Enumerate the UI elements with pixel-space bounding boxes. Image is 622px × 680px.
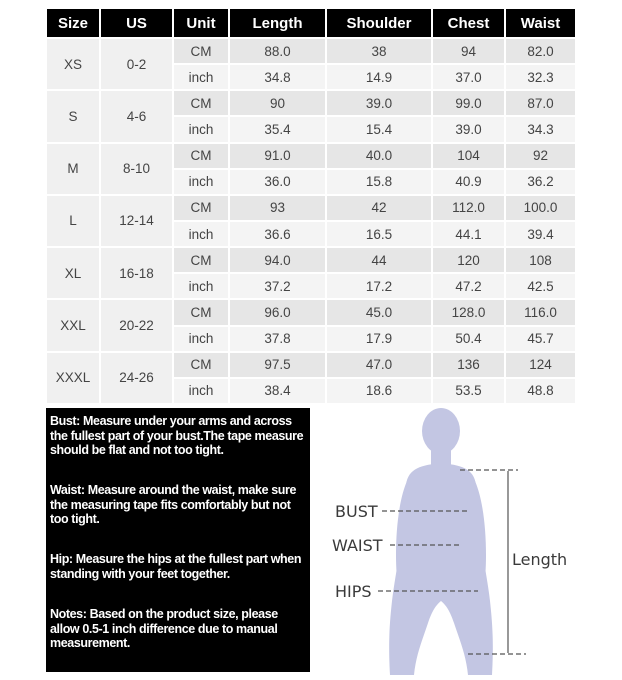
waist-cell: 116.0 [506, 300, 575, 324]
length-cell: 91.0 [230, 144, 325, 168]
length-cell: 37.2 [230, 274, 325, 298]
us-size-cell: 8-10 [101, 144, 172, 194]
body-measurement-figure [310, 405, 622, 675]
table-header-row [47, 9, 575, 37]
waist-label: WAIST [332, 536, 383, 555]
unit-cell: CM [174, 248, 228, 272]
length-label: Length [512, 550, 568, 569]
waist-cell: 124 [506, 353, 575, 377]
waist-note: Waist: Measure around the waist, make sure the measuring tape fits comfortably but not too tight. [50, 483, 297, 526]
us-size-cell: 20-22 [101, 300, 172, 350]
waist-cell: 36.2 [506, 170, 575, 194]
bust-label: BUST [335, 502, 378, 521]
unit-cell: inch [174, 117, 228, 141]
bust-note: Bust: Measure under your arms and across the fullest part of your bust.The tape measure should be flat and not too tight. [50, 414, 304, 457]
unit-cell: inch [174, 379, 228, 403]
header-us: US [101, 9, 172, 37]
shoulder-cell: 38 [327, 39, 431, 63]
length-cell: 88.0 [230, 39, 325, 63]
shoulder-cell: 44 [327, 248, 431, 272]
table-row [47, 248, 575, 272]
shoulder-cell: 40.0 [327, 144, 431, 168]
unit-cell: inch [174, 65, 228, 89]
waist-cell: 108 [506, 248, 575, 272]
table-row [47, 144, 575, 168]
size-cell: XS [47, 39, 99, 89]
waist-cell: 92 [506, 144, 575, 168]
chest-cell: 37.0 [433, 65, 504, 89]
shoulder-cell: 17.2 [327, 274, 431, 298]
length-cell: 34.8 [230, 65, 325, 89]
head-shape [422, 408, 460, 454]
shoulder-cell: 18.6 [327, 379, 431, 403]
size-cell: XXXL [47, 353, 99, 403]
us-size-cell: 0-2 [101, 39, 172, 89]
shoulder-cell: 45.0 [327, 300, 431, 324]
us-size-cell: 12-14 [101, 196, 172, 246]
chest-cell: 44.1 [433, 222, 504, 246]
unit-cell: CM [174, 91, 228, 115]
shoulder-cell: 15.4 [327, 117, 431, 141]
chest-cell: 104 [433, 144, 504, 168]
unit-cell: inch [174, 327, 228, 351]
table-row [47, 300, 575, 324]
table-row [47, 353, 575, 377]
length-cell: 93 [230, 196, 325, 220]
length-cell: 94.0 [230, 248, 325, 272]
waist-cell: 82.0 [506, 39, 575, 63]
length-cell: 90 [230, 91, 325, 115]
waist-cell: 39.4 [506, 222, 575, 246]
size-cell: S [47, 91, 99, 141]
size-cell: M [47, 144, 99, 194]
unit-cell: CM [174, 39, 228, 63]
us-size-cell: 24-26 [101, 353, 172, 403]
length-cell: 36.6 [230, 222, 325, 246]
waist-cell: 100.0 [506, 196, 575, 220]
us-size-cell: 4-6 [101, 91, 172, 141]
waist-cell: 42.5 [506, 274, 575, 298]
header-chest: Chest [433, 9, 504, 37]
header-waist: Waist [506, 9, 575, 37]
length-cell: 38.4 [230, 379, 325, 403]
size-chart-table [45, 7, 577, 405]
measurement-notes-panel [46, 408, 310, 672]
unit-cell: CM [174, 353, 228, 377]
unit-cell: inch [174, 274, 228, 298]
length-cell: 96.0 [230, 300, 325, 324]
chest-cell: 112.0 [433, 196, 504, 220]
length-cell: 35.4 [230, 117, 325, 141]
hip-note: Hip: Measure the hips at the fullest part when standing with your feet together. [50, 552, 302, 581]
unit-cell: CM [174, 196, 228, 220]
shoulder-cell: 47.0 [327, 353, 431, 377]
shoulder-cell: 42 [327, 196, 431, 220]
waist-cell: 32.3 [506, 65, 575, 89]
size-cell: XXL [47, 300, 99, 350]
chest-cell: 40.9 [433, 170, 504, 194]
waist-cell: 34.3 [506, 117, 575, 141]
header-unit: Unit [174, 9, 228, 37]
table-row [47, 39, 575, 63]
hips-label: HIPS [335, 582, 372, 601]
table-row [47, 91, 575, 115]
shoulder-cell: 15.8 [327, 170, 431, 194]
chest-cell: 39.0 [433, 117, 504, 141]
chest-cell: 99.0 [433, 91, 504, 115]
chest-cell: 53.5 [433, 379, 504, 403]
waist-cell: 45.7 [506, 327, 575, 351]
length-cell: 37.8 [230, 327, 325, 351]
unit-cell: inch [174, 222, 228, 246]
waist-cell: 87.0 [506, 91, 575, 115]
shoulder-cell: 17.9 [327, 327, 431, 351]
shoulder-cell: 14.9 [327, 65, 431, 89]
us-size-cell: 16-18 [101, 248, 172, 298]
shoulder-cell: 39.0 [327, 91, 431, 115]
unit-cell: CM [174, 144, 228, 168]
header-size: Size [47, 9, 99, 37]
shoulder-cell: 16.5 [327, 222, 431, 246]
chest-cell: 50.4 [433, 327, 504, 351]
header-shoulder: Shoulder [327, 9, 431, 37]
length-cell: 97.5 [230, 353, 325, 377]
size-cell: L [47, 196, 99, 246]
size-cell: XL [47, 248, 99, 298]
table-row [47, 196, 575, 220]
chest-cell: 94 [433, 39, 504, 63]
header-length: Length [230, 9, 325, 37]
unit-cell: inch [174, 170, 228, 194]
unit-cell: CM [174, 300, 228, 324]
chest-cell: 128.0 [433, 300, 504, 324]
chest-cell: 120 [433, 248, 504, 272]
length-cell: 36.0 [230, 170, 325, 194]
chest-cell: 136 [433, 353, 504, 377]
waist-cell: 48.8 [506, 379, 575, 403]
general-note: Notes: Based on the product size, please allow 0.5-1 inch difference due to manual measurement. [50, 607, 278, 650]
chest-cell: 47.2 [433, 274, 504, 298]
